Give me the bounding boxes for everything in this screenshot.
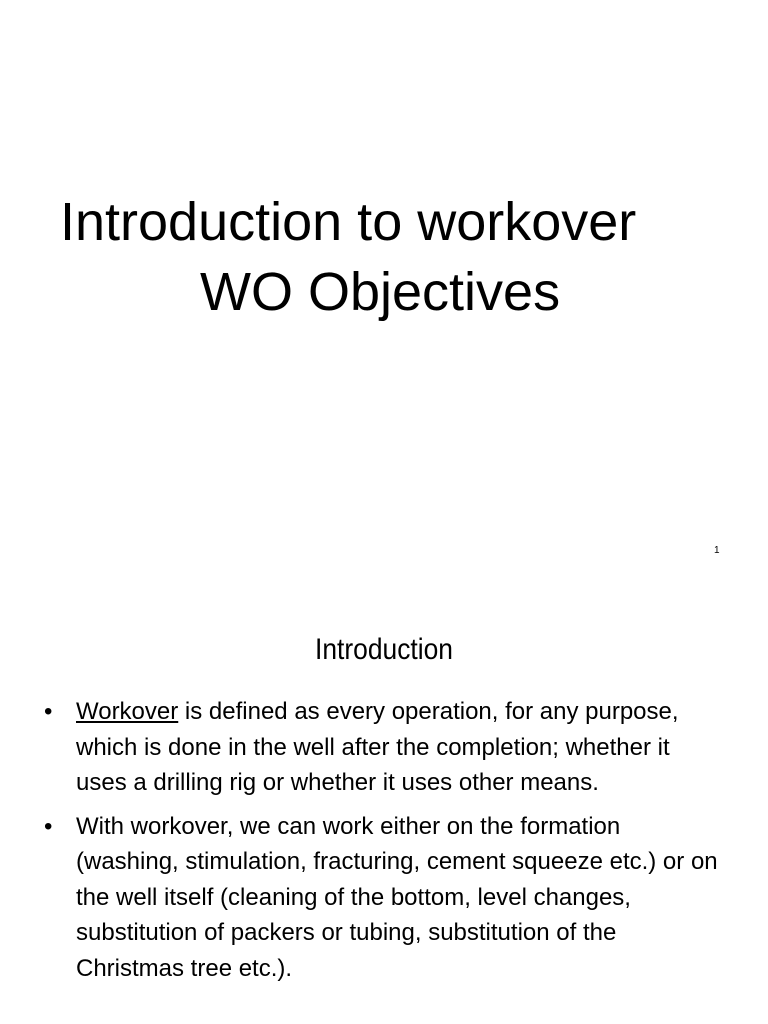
bullet-icon: •	[44, 812, 53, 840]
bullet-term: Workover	[76, 698, 179, 725]
bullet-text: With workover, we can work either on the formation (washing, stimulation, fracturing, cement squeeze etc.) or on the well itself (cleaning of the bottom, level changes, substitution of packers or tubing, substitution of the Christmas tree etc.).	[76, 812, 718, 982]
page-number: 1	[714, 545, 720, 556]
bullet-item	[44, 694, 724, 801]
bullet-icon: •	[44, 698, 53, 725]
introduction-slide	[0, 580, 768, 1024]
bullet-text: is defined as every operation, for any purpose, which is done in the well after the completion; whether it uses a drilling rig or whether it uses other means.	[76, 698, 679, 796]
slide-heading: Introduction	[315, 633, 453, 666]
slide-title-line-1: Introduction to workover	[60, 192, 637, 252]
bullet-list	[44, 694, 724, 994]
slide-title-line-2: WO Objectives	[200, 262, 561, 322]
bullet-item	[44, 809, 724, 987]
